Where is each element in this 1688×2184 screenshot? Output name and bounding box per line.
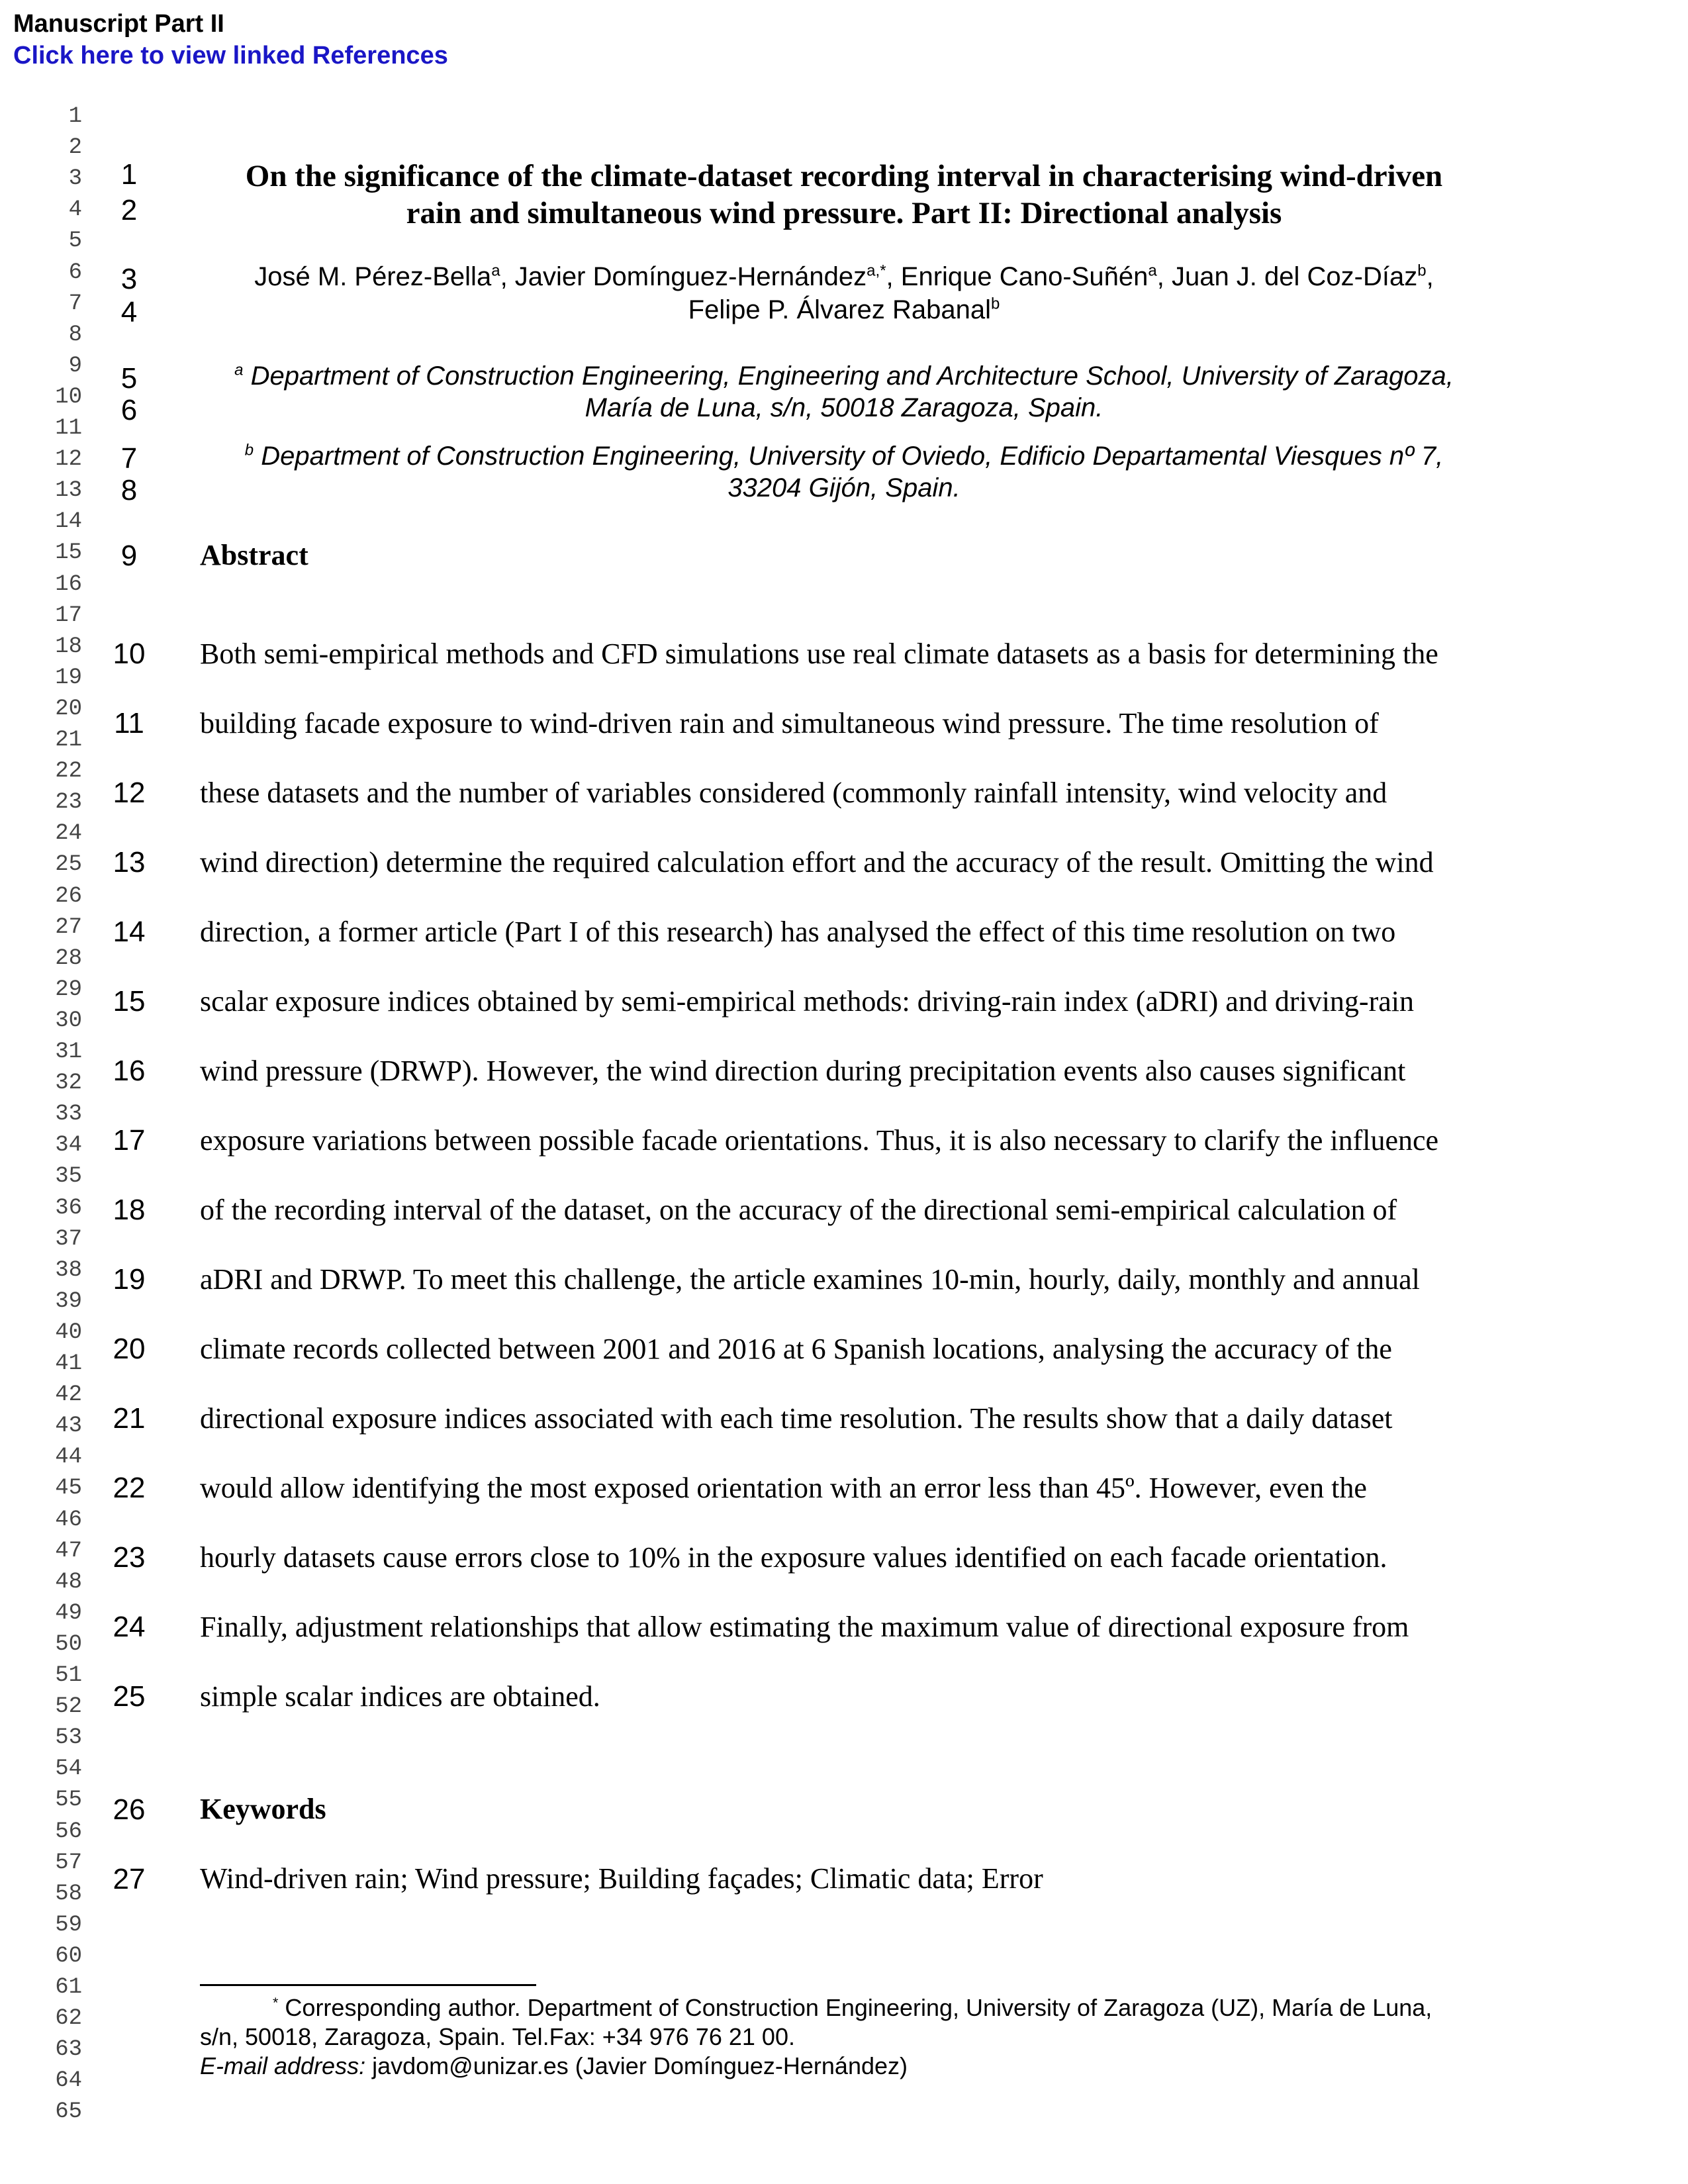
manuscript-line-number: 26 [113,1793,146,1826]
affiliation-b-line-2: 33204 Gijón, Spain. [727,473,961,502]
gutter-line-number: 58 [55,1881,82,1907]
gutter-line-number: 52 [55,1694,82,1720]
gutter-line-number: 59 [55,1912,82,1938]
author-line-1: José M. Pérez-Bella$^a$, Javier Domínguez-Hernández$^{a,*}$, Enrique Cano-Suñén$^a$, Juan J. del Coz-Díaz$^b$, [254,261,1434,291]
gutter-line-number: 5 [68,228,82,254]
gutter-line-number: 62 [55,2006,82,2032]
manuscript-line-number: 20 [113,1333,146,1365]
manuscript-line-number: 25 [113,1680,146,1713]
abstract-line: wind direction) determine the required calculation effort and the accuracy of the result. Omitting the wind [200,846,1434,878]
abstract-line: directional exposure indices associated with each time resolution. The results show that a daily dataset [200,1402,1393,1435]
affiliation-superscript: a [1148,261,1157,280]
author-name: Felipe P. Álvarez Rabanal [688,295,991,324]
manuscript-line-number: 19 [113,1263,146,1296]
gutter-line-number: 47 [55,1538,82,1564]
abstract-line: building facade exposure to wind-driven rain and simultaneous wind pressure. The time resolution of [200,707,1379,739]
manuscript-line-number: 10 [113,638,146,670]
manuscript-line-number: 3 [120,263,138,295]
footnote-rule [200,1984,536,1986]
gutter-line-number: 32 [55,1070,82,1096]
gutter-line-number: 40 [55,1319,82,1345]
gutter-line-number: 26 [55,883,82,909]
author-line-2 [199,294,1489,326]
gutter-line-number: 34 [55,1133,82,1159]
gutter-line-number: 28 [55,945,82,971]
affiliation-mark: b [244,441,254,459]
gutter-line-number: 56 [55,1819,82,1844]
abstract-line: would allow identifying the most exposed orientation with an error less than 45º. However, even the [200,1472,1367,1504]
abstract-line: Both semi-empirical methods and CFD simulations use real climate datasets as a basis for determining the [200,638,1438,670]
gutter-line-number: 54 [55,1756,82,1782]
gutter-line-number: 55 [55,1787,82,1813]
abstract-line: aDRI and DRWP. To meet this challenge, the article examines 10-min, hourly, daily, monthly and annual [200,1263,1420,1296]
manuscript-line-number: 2 [120,194,138,226]
gutter-line-number: 33 [55,1102,82,1127]
abstract-line: hourly datasets cause errors close to 10% in the exposure values identified on each facade orientation. [200,1541,1387,1574]
manuscript-line-number: 18 [113,1194,146,1226]
abstract-line: of the recording interval of the dataset, on the accuracy of the directional semi-empirical calculation of [200,1194,1397,1226]
gutter-line-number: 18 [55,634,82,659]
abstract-line: simple scalar indices are obtained. [200,1680,600,1713]
author-name: José M. Pérez-Bella [254,262,492,291]
gutter-line-number: 36 [55,1195,82,1221]
gutter-line-number: 9 [68,353,82,379]
gutter-line-number: 21 [55,728,82,753]
manuscript-line-number: 24 [113,1611,146,1643]
affiliation-text: Department of Construction Engineering, Engineering and Architecture School, University of Zaragoza, [250,361,1454,391]
gutter-line-number: 31 [55,1039,82,1065]
gutter-line-number: 13 [55,478,82,504]
gutter-line-number: 27 [55,914,82,940]
manuscript-line-number: 6 [120,394,138,426]
gutter-line-number: 3 [68,166,82,192]
footnote-mark: * [273,1994,279,2011]
author-name: Javier Domínguez-Hernández [514,262,867,291]
email-value[interactable]: javdom@unizar.es (Javier Domínguez-Hernández) [372,2052,908,2079]
abstract-line: wind pressure (DRWP). However, the wind direction during precipitation events also causes significant [200,1055,1406,1087]
gutter-line-number: 35 [55,1164,82,1190]
gutter-line-number: 23 [55,790,82,816]
gutter-line-number: 20 [55,696,82,722]
manuscript-line-number: 1 [120,158,138,191]
gutter-line-number: 43 [55,1413,82,1439]
gutter-line-number: 12 [55,447,82,473]
gutter-line-number: 1 [68,104,82,129]
affiliation-a-line-1 [199,360,1489,392]
author-name: Enrique Cano-Suñén [900,262,1149,291]
gutter-line-number: 30 [55,1008,82,1033]
gutter-line-number: 65 [55,2099,82,2125]
gutter-line-number: 4 [68,197,82,223]
gutter-line-number: 19 [55,665,82,690]
affiliation-superscript: a,* [867,261,886,280]
manuscript-line-number: 22 [113,1472,146,1504]
gutter-line-number: 11 [55,416,82,441]
gutter-line-number: 50 [55,1631,82,1657]
author-name: Juan J. del Coz-Díaz [1171,262,1418,291]
manuscript-line-number: 27 [113,1863,146,1895]
gutter-line-number: 24 [55,821,82,847]
affiliation-a-line-2: María de Luna, s/n, 50018 Zaragoza, Spain. [585,393,1103,422]
gutter-line-number: 16 [55,571,82,597]
gutter-line-number: 46 [55,1507,82,1533]
gutter-line-number: 48 [55,1569,82,1595]
gutter-line-number: 49 [55,1600,82,1626]
abstract-line: direction, a former article (Part I of this research) has analysed the effect of this time resolution on two [200,916,1396,948]
gutter-line-number: 6 [68,260,82,285]
paper-title-line-1: On the significance of the climate-dataset recording interval in characterising wind-driven [245,159,1443,193]
paper-title-line-2: rain and simultaneous wind pressure. Part II: Directional analysis [406,196,1282,230]
affiliation-text: Department of Construction Engineering, University of Oviedo, Edificio Departamental Viesques nº 7, [261,442,1444,471]
abstract-line: climate records collected between 2001 and 2016 at 6 Spanish locations, analysing the accuracy of the [200,1333,1392,1365]
keywords-heading: Keywords [200,1793,326,1825]
manuscript-line-number: 5 [120,362,138,395]
affiliation-mark: a [234,361,244,379]
manuscript-line-number: 4 [120,296,138,328]
gutter-line-number: 2 [68,135,82,161]
gutter-line-number: 53 [55,1725,82,1751]
linked-references-link[interactable]: Click here to view linked References [13,42,448,70]
gutter-line-number: 8 [68,322,82,348]
manuscript-line-number: 14 [113,916,146,948]
manuscript-line-number: 12 [113,777,146,809]
gutter-line-number: 25 [55,852,82,878]
manuscript-line-number: 13 [113,846,146,878]
gutter-line-number: 63 [55,2037,82,2063]
gutter-line-number: 38 [55,1257,82,1283]
gutter-line-number: 57 [55,1850,82,1875]
abstract-line: these datasets and the number of variables considered (commonly rainfall intensity, wind velocity and [200,777,1387,809]
manuscript-line-number: 23 [113,1541,146,1574]
manuscript-line-number: 7 [120,442,138,475]
abstract-line: scalar exposure indices obtained by semi-empirical methods: driving-rain index (aDRI) and driving-rain [200,985,1414,1018]
gutter-line-number: 17 [55,602,82,628]
affiliation-superscript: b [1417,261,1427,280]
gutter-line-number: 44 [55,1445,82,1470]
affiliation-superscript: a [491,261,500,280]
gutter-line-number: 42 [55,1382,82,1408]
gutter-line-number: 14 [55,509,82,535]
manuscript-label: Manuscript Part II [13,10,224,38]
gutter-line-number: 61 [55,1975,82,2000]
gutter-line-number: 10 [55,384,82,410]
footnote-line-1 [273,1993,1432,2022]
gutter-line-number: 51 [55,1663,82,1688]
gutter-line-number: 60 [55,1943,82,1969]
gutter-line-number: 15 [55,540,82,566]
manuscript-line-number: 21 [113,1402,146,1435]
gutter-line-number: 45 [55,1476,82,1501]
manuscript-line-number: 11 [114,707,144,739]
affiliation-b-line-1 [199,440,1489,472]
abstract-line: Finally, adjustment relationships that allow estimating the maximum value of directional exposure from [200,1611,1409,1643]
manuscript-line-number: 8 [120,474,138,506]
abstract-heading: Abstract [200,539,308,571]
gutter-line-number: 39 [55,1288,82,1314]
gutter-line-number: 64 [55,2068,82,2094]
gutter-line-number: 37 [55,1226,82,1252]
footnote-line-2: s/n, 50018, Zaragoza, Spain. Tel.Fax: +34 976 76 21 00. [200,2023,795,2050]
footnote-text: Corresponding author. Department of Construction Engineering, University of Zaragoza (UZ), María de Luna, [285,1994,1432,2021]
manuscript-line-number: 15 [113,985,146,1018]
affiliation-superscript: b [990,295,1000,313]
manuscript-line-number: 9 [120,540,138,572]
abstract-line: exposure variations between possible facade orientations. Thus, it is also necessary to clarify the influence [200,1124,1439,1157]
gutter-line-number: 7 [68,291,82,316]
gutter-line-number: 41 [55,1351,82,1376]
manuscript-line-number: 17 [113,1124,146,1157]
email-label: E-mail address: [200,2052,366,2079]
keywords-text: Wind-driven rain; Wind pressure; Building façades; Climatic data; Error [200,1862,1043,1895]
gutter-line-number: 29 [55,976,82,1002]
gutter-line-number: 22 [55,759,82,784]
footnote-line-3 [200,2052,908,2081]
manuscript-line-number: 16 [113,1055,146,1087]
